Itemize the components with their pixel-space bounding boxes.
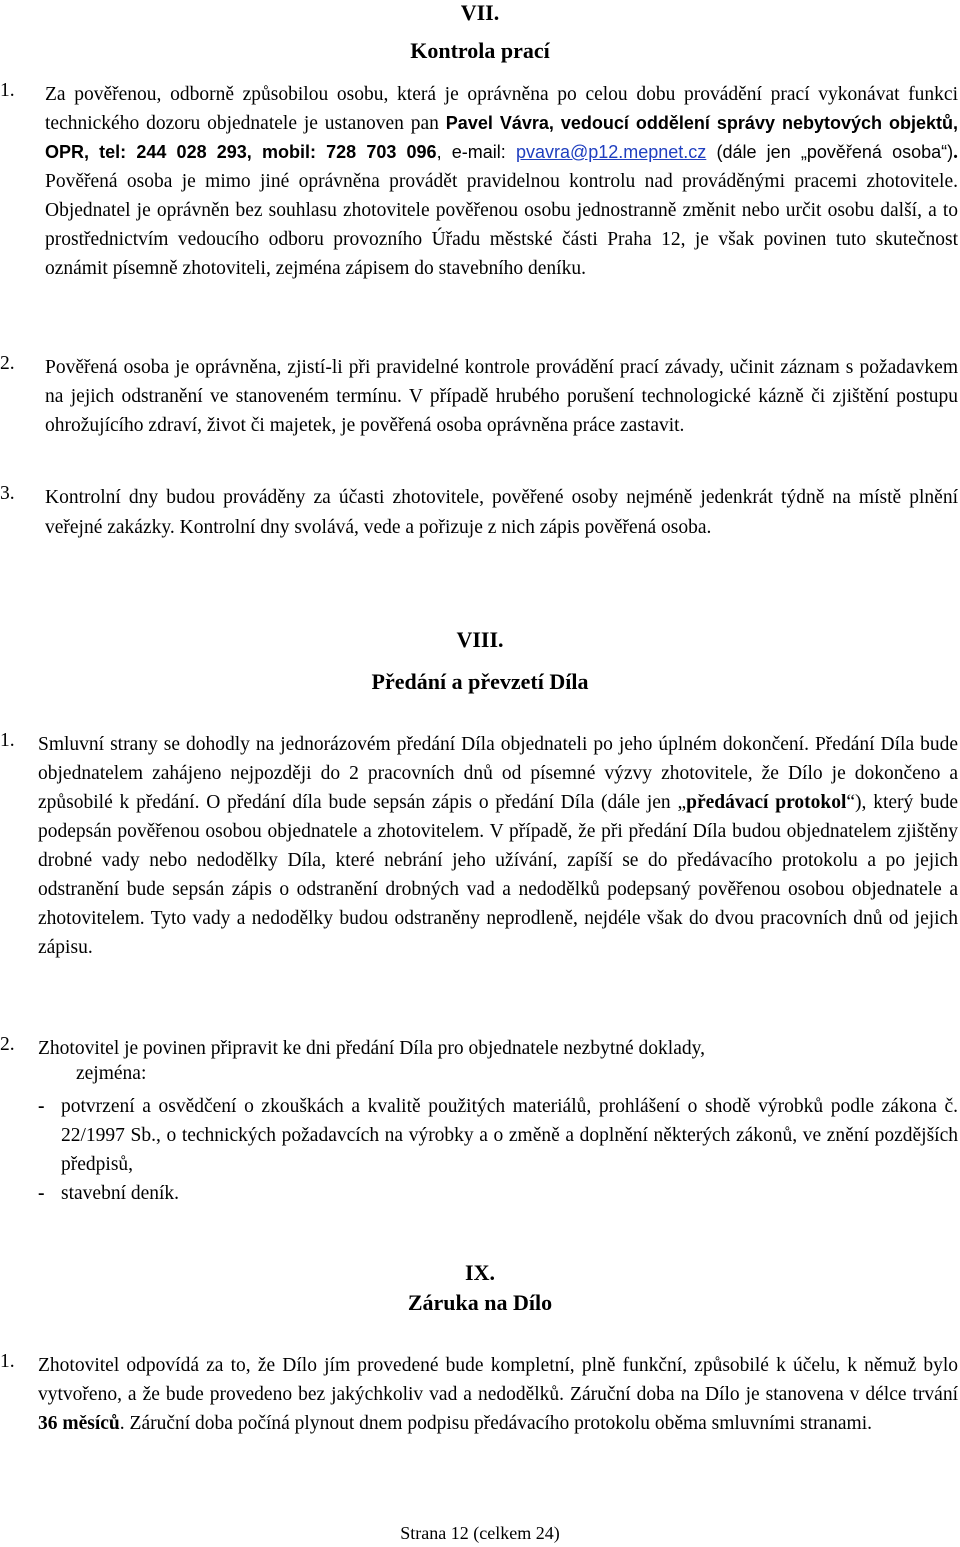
paragraph-number: 2.: [0, 1034, 15, 1055]
section-title: Kontrola prací: [410, 38, 550, 63]
paragraph-continuation: zejména:: [76, 1063, 147, 1084]
paragraph: [0, 1034, 958, 1063]
list-dash: -: [38, 1183, 45, 1204]
list-dash: -: [38, 1096, 45, 1117]
list-item-text: potvrzení a osvědčení o zkouškách a kvalitě použitých materiálů, prohlášení o shodě výrobků podle zákona č. 22/1997 Sb., o technických požadavcích na výrobky a o změně a doplnění některých zákonů, ve znění pozdějších předpisů,: [61, 1096, 958, 1175]
paragraph-number: 1.: [0, 1351, 15, 1372]
section-title: Záruka na Dílo: [407, 1290, 553, 1315]
section-number: VII.: [460, 0, 500, 25]
contact-details: Pavel Vávra, vedoucí oddělení správy nebytových objektů, OPR, tel: 244 028 293, mobil: 728 703 096: [45, 113, 958, 162]
paragraph: [0, 730, 958, 962]
paragraph-text: Za pověřenou, odborně způsobilou osobu, která je oprávněna po celou dobu provádění prací vykonávat funkci technického dozoru objednatele je ustanoven pan Pavel Vávra, vedoucí oddělení správy nebytových objektů, OPR, tel: 244 028 293, mobil: 728 703 096, e-mail: pvavra@p12.mepnet.cz (dále jen „pověřená osoba“). Pověřená osoba je mimo jiné oprávněna provádět pravidelnou kontrolu nad prováděnými pracemi zhotovitele. Objednatel je oprávněn bez souhlasu zhotovitele pověřenou osobu jednostranně změnit nebo určit osobu další, a to prostřednictvím vedoucího odboru provozního Úřadu městské části Praha 12, je však povinen tuto skutečnost oznámit písemně zhotoviteli, zejména zápisem do stavebního deníku.: [45, 84, 959, 279]
paragraph-text: Smluvní strany se dohodly na jednorázovém předání Díla objednateli po jeho úplném dokončení. Předání Díla bude objednatelem zahájeno nejpozději do 2 pracovních dnů od písemné výzvy zhotovitele, že Dílo je dokončeno a způsobilé k předání. O předání díla bude sepsán zápis o předání Díla (dále jen „předávací protokol“), který bude podepsán pověřenou osobou objednatele a zhotovitelem. V případě, že při předání Díla budou objednatelem zjištěny drobné vady nebo nedodělky Díla, které nebrání jeho užívání, zapíší se do předávacího protokolu a po jejich odstranění bude sepsán zápis o odstranění drobných vad a nedodělků podepsaný pověřenou osobou objednatele a zhotovitelem. Tyto vady a nedodělky budou odstraněny neprodleně, nejdéle však do dvou pracovních dnů od jejich zápisu.: [38, 734, 959, 958]
section-number: IX.: [465, 1260, 495, 1285]
paragraph: [0, 1351, 958, 1438]
list-item: [0, 1179, 958, 1208]
paragraph-text: Kontrolní dny budou prováděny za účasti zhotovitele, pověřené osoby nejméně jedenkrát týdně na místě plnění veřejné zakázky. Kontrolní dny svolává, vede a pořizuje z nich zápis pověřená osoba.: [45, 487, 958, 538]
email-link[interactable]: pvavra@p12.mepnet.cz: [515, 142, 707, 162]
list-item-text: stavební deník.: [61, 1183, 180, 1204]
section-title: Předání a převzetí Díla: [371, 669, 589, 694]
paragraph-number: 3.: [0, 483, 15, 504]
paragraph-text: Pověřená osoba je oprávněna, zjistí-li při pravidelné kontrole provádění prací závady, učinit záznam s požadavkem na jejich odstranění ve stanoveném termínu. V případě hrubého porušení technologické kázně či zjištění postupu ohrožujícího zdraví, život či majetek, je pověřená osoba oprávněna práce zastavit.: [45, 357, 958, 436]
paragraph-number: 1.: [0, 80, 15, 101]
paragraph: [0, 483, 958, 543]
term-bold: předávací protokol: [686, 792, 847, 813]
paragraph-text: Zhotovitel je povinen připravit ke dni předání Díla pro objednatele nezbytné doklady,: [38, 1038, 705, 1059]
section-number: VIII.: [456, 627, 504, 652]
list-item: [0, 1092, 958, 1179]
warranty-period: 36 měsíců: [38, 1413, 120, 1434]
paragraph: [0, 80, 958, 283]
paragraph-number: 1.: [0, 730, 15, 751]
paragraph-text: Zhotovitel odpovídá za to, že Dílo jím provedené bude kompletní, plně funkční, způsobilé k účelu, k němuž bylo vytvořeno, a že bude provedeno bez jakýchkoliv vad a nedodělků. Záruční doba na Dílo je stanovena v délce trvání 36 měsíců. Záruční doba počíná plynout dnem podpisu předávacího protokolu oběma smluvními stranami.: [38, 1355, 958, 1434]
paragraph: [0, 353, 958, 440]
page-footer: Strana 12 (celkem 24): [400, 1523, 560, 1543]
paragraph-number: 2.: [0, 353, 15, 374]
